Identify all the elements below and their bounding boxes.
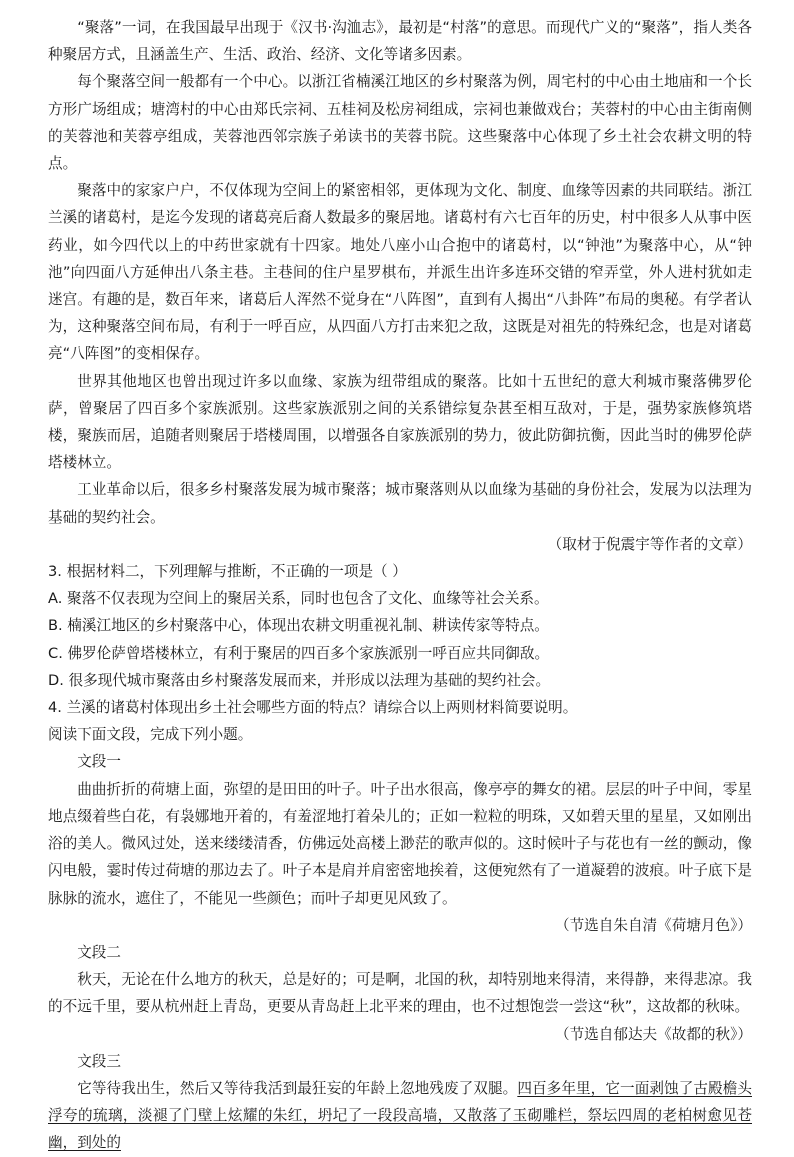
material-paragraph-1: “聚落”一词，在我国最早出现于《汉书·沟洫志》，最初是“村落”的意思。而现代广义的“聚落”，指人类各种聚居方式，且涵盖生产、生活、政治、经济、文化等诸多因素。 [48,19,752,64]
passage-2-source: （节选自郁达夫《故都的秋》） [554,1025,752,1043]
question-3-stem: 3. 根据材料二，下列理解与推断，不正确的一项是（ ） [48,563,407,581]
passage-3-text-plain: 它等待我出生，然后又等待我活到最狂妄的年龄上忽地残废了双腿。 [77,1079,518,1097]
question-3-option-c: C. 佛罗伦萨曾塔楼林立，有利于聚居的四百多个家族派别一呼百应共同御敌。 [48,644,550,662]
material-paragraph-4: 世界其他地区也曾出现过许多以血缘、家族为纽带组成的聚落。比如十五世纪的意大利城市聚落佛罗伦萨，曾聚居了四百多个家族派别。这些家族派别之间的关系错综复杂甚至相互敌对，于是，强势家族修筑塔楼，聚族而居，追随者则聚居于塔楼周围，以增强各自家族派别的势力，彼此防御抗衡，因此当时的佛罗伦萨塔楼林立。 [48,372,752,472]
question-3-option-d: D. 很多现代城市聚落由乡村聚落发展而来，并形成以法理为基础的契约社会。 [48,671,551,689]
material-paragraph-3: 聚落中的家家户户，不仅体现为空间上的紧密相邻，更体现为文化、制度、血缘等因素的共同联结。浙江兰溪的诸葛村，是迄今发现的诸葛亮后裔人数最多的聚居地。诸葛村有六七百年的历史，村中很多人从事中医药业，如今四代以上的中药世家就有十四家。地处八座小山合抱中的诸葛村，以“钟池”为聚落中心，从“钟池”向四面八方延伸出八条主巷。主巷间的住户星罗棋布，并派生出许多连环交错的窄弄堂，外人进村犹如走迷宫。有趣的是，数百年来，诸葛后人浑然不觉身在“八阵图”，直到有人揭出“八卦阵”布局的奥秘。有学者认为，这种聚落空间布局，有利于一呼百应，从四面八方打击来犯之敌，这既是对祖先的特殊纪念，也是对诸葛亮“八阵图”的变相保存。 [48,182,752,363]
question-3-option-a: A. 聚落不仅表现为空间上的聚居关系，同时也包含了文化、血缘等社会关系。 [48,590,549,608]
passage-3 [48,1048,752,1157]
question-3 [48,558,752,694]
material-paragraph-5: 工业革命以后，很多乡村聚落发展为城市聚落；城市聚落则从以血缘为基础的身份社会，发展为以法理为基础的契约社会。 [48,481,752,526]
passage-3-text [48,1075,752,1157]
passage-2 [48,939,752,1048]
passage-1-text: 曲曲折折的荷塘上面，弥望的是田田的叶子。叶子出水很高，像亭亭的舞女的裙。层层的叶子中间，零星地点缀着些白花，有袅娜地开着的，有羞涩地打着朵儿的；正如一粒粒的明珠，又如碧天里的星星，又如刚出浴的美人。微风过处，送来缕缕清香，仿佛远处高楼上渺茫的歌声似的。这时候叶子与花也有一丝的颤动，像闪电般，霎时传过荷塘的那边去了。叶子本是肩并肩密密地挨着，这便宛然有了一道凝碧的波痕。叶子底下是脉脉的流水，遮住了，不能见一些颜色；而叶子却更见风致了。 [48,780,752,907]
exam-page [48,14,752,1157]
passage-1-label: 文段一 [77,753,121,771]
passage-2-label: 文段二 [77,943,121,961]
passage-3-label: 文段三 [77,1052,121,1070]
material-source: （取材于倪震宇等作者的文章） [547,535,752,553]
material-two [48,14,752,558]
passage-2-text: 秋天，无论在什么地方的秋天，总是好的；可是啊，北国的秋，却特别地来得清，来得静，来得悲凉。我的不远千里，要从杭州赶上青岛，更要从青岛赶上北平来的理由，也不过想饱尝一尝这“秋”，这故都的秋味。 [48,971,752,1016]
question-4: 4. 兰溪的诸葛村体现出乡土社会哪些方面的特点？请综合以上两则材料简要说明。 [48,699,578,717]
question-3-option-b: B. 楠溪江地区的乡村聚落中心，体现出农耕文明重视礼制、耕读传家等特点。 [48,617,549,635]
passage-1 [48,748,752,938]
passage-3-underlined-sentence: 四百多年里，它一面剥蚀了古殿檐头浮夸的琉璃，淡褪了门壁上炫耀的朱红，坍圮了一段段高墙，又散落了玉砌雕栏，祭坛四周的老柏树愈见苍幽，到处的 [48,1079,752,1152]
reading-intro: 阅读下面文段，完成下列小题。 [48,726,253,744]
passage-1-source: （节选自朱自清《荷塘月色》） [554,916,752,934]
material-paragraph-2: 每个聚落空间一般都有一个中心。以浙江省楠溪江地区的乡村聚落为例，周宅村的中心由土地庙和一个长方形广场组成；塘湾村的中心由郑氏宗祠、五桂祠及松房祠组成，宗祠也兼做戏台；芙蓉村的中心由主街南侧的芙蓉池和芙蓉亭组成，芙蓉池西邻宗族子弟读书的芙蓉书院。这些聚落中心体现了乡土社会农耕文明的特点。 [48,73,752,173]
